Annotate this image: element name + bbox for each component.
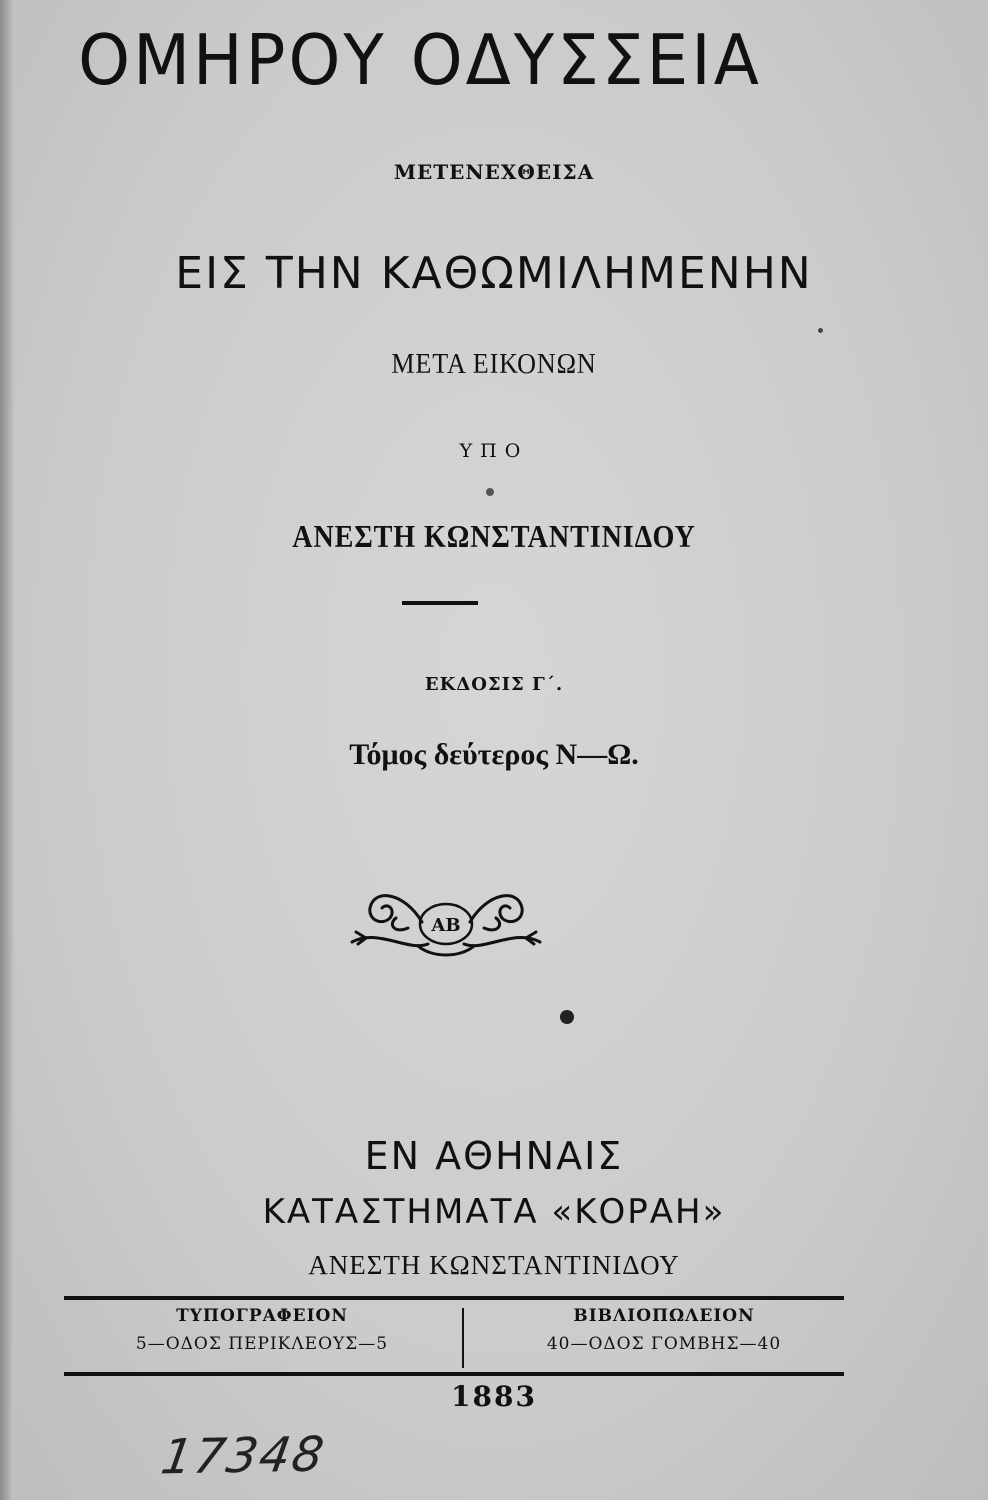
printing-house-label: ΤΥΠΟΓΡΑΦΕΙΟΝ [176,1306,348,1326]
publisher-ornament-icon [348,882,544,964]
author-name: ΑΝΕΣΤΗ ΚΩΝΣΤΑΝΤΙΝΙΔΟΥ [292,518,696,554]
subtitle: ΜΕΤΕΝΕΧΘΕΙΣΑ [393,160,595,184]
bookshop-label: ΒΙΒΛΙΟΠΩΛΕΙΟΝ [573,1306,755,1326]
divider-rule [402,601,478,605]
publisher-mark: ΑΒ [431,915,461,936]
translation-line: ΕΙΣ ΤΗΝ ΚΑΘΩΜΙΛΗΜΕΝΗΝ [175,248,813,299]
ink-spot [560,1010,574,1024]
imprint-box [64,1296,844,1376]
ink-spot [818,328,823,333]
store-owner: ΑΝΕΣΤΗ ΚΩΝΣΤΑΝΤΙΝΙΔΟΥ [308,1250,680,1280]
printing-house-address: 5—ΟΔΟΣ ΠΕΡΙΚΛΕΟΥΣ—5 [135,1334,389,1354]
publication-year: 1883 [451,1380,537,1413]
illustrations-line: ΜΕΤΑ ΕΙΚΟΝΩΝ [391,348,597,380]
edition-label: ΕΚΔΟΣΙΣ Γ΄. [424,674,564,695]
ink-spot [486,488,494,496]
printing-house [64,1306,460,1354]
book-title: ΟΜΗΡΟΥ ΟΔΥΣΣΕΙΑ [78,20,762,101]
by-line: ΥΠΟ [459,440,529,462]
handwritten-catalog-number: 17348 [157,1426,330,1486]
city-line: ΕΝ ΑΘΗΝΑΙΣ [364,1134,624,1178]
volume-label: Τόμος δεύτερος Ν—Ω. [349,738,639,771]
store-line: ΚΑΤΑΣΤΗΜΑΤΑ «ΚΟΡΑΗ» [262,1192,726,1232]
imprint-divider [462,1308,464,1368]
bookshop-address: 40—ΟΔΟΣ ΓΟΜΒΗΣ—40 [546,1334,782,1354]
bookshop [466,1306,862,1354]
